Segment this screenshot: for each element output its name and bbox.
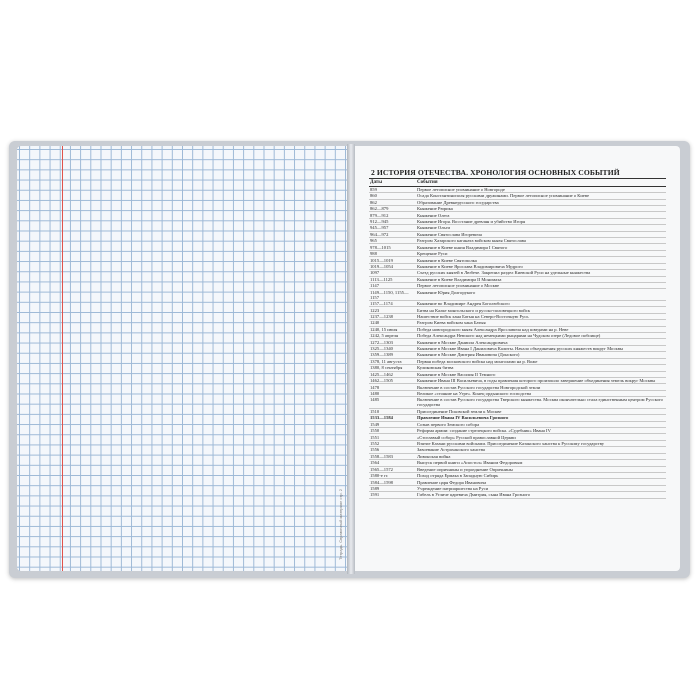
row-event: Образование Древнерусского государства	[416, 199, 666, 205]
row-event: Правление царя Федора Ивановича	[416, 479, 666, 485]
row-event: Победа новгородского князя Александра Ярославича над шведами на р. Неве	[416, 326, 666, 332]
row-date: 1480	[369, 390, 416, 396]
row-event: Взятие Казани русскими войсками. Присоединение Казанского ханства к Русскому государству	[416, 440, 666, 446]
row-event: «Стоглавый собор» Русской православной Церкви	[416, 434, 666, 440]
chronology-table	[369, 178, 666, 499]
row-date: 1552	[369, 440, 416, 446]
row-event: Присоединение Псковской земли к Москве	[416, 408, 666, 414]
row-event: Крещение Руси	[416, 250, 666, 256]
notebook-spine	[347, 144, 355, 574]
row-date: 1485	[369, 397, 416, 408]
row-event: Великое «стояние на Угре». Конец ордынского господства	[416, 390, 666, 396]
row-date: 1380, 8 сентября	[369, 365, 416, 371]
row-event: Выпуск первой книги «Апостол» Иваном Федоровым	[416, 460, 666, 466]
row-date: 912—945	[369, 218, 416, 224]
row-event: Гибель в Угличе царевича Дмитрия, сына Ивана Грозного	[416, 492, 666, 498]
row-date: 859	[369, 186, 416, 192]
row-date: 1462—1505	[369, 377, 416, 383]
row-date: 1019—1054	[369, 263, 416, 269]
row-event: Княжение в Киеве Владимира II Мономаха	[416, 276, 666, 282]
row-event: Разгром Хазарского каганата войском князя Святослава	[416, 238, 666, 244]
row-date: 1113—1125	[369, 276, 416, 282]
row-date: 1240, 15 июля	[369, 326, 416, 332]
row-event: Съезд русских князей в Любече. Закрепил раздел Киевской Руси на удельные княжества	[416, 270, 666, 276]
row-date: 1157—1174	[369, 300, 416, 306]
row-date: 1149—1150, 1155—1157	[369, 289, 416, 300]
column-header-events: События	[416, 179, 666, 187]
row-event: Княжение Ольги	[416, 225, 666, 231]
row-date: 1580-е гг.	[369, 472, 416, 478]
row-date: 1147	[369, 283, 416, 289]
row-event: Княжение Игоря. Восстание древлян и убийство Игоря	[416, 218, 666, 224]
row-date: 964—972	[369, 231, 416, 237]
row-event: Княжение в Киеве Ярослава Владимировича Мудрого	[416, 263, 666, 269]
row-event: Княжение в Москве Дмитрия Ивановича (Донского)	[416, 352, 666, 358]
row-event: Княжение во Владимире Андрея Боголюбского	[416, 300, 666, 306]
table-header-row	[369, 179, 666, 187]
row-event: Княжение Олега	[416, 212, 666, 218]
grid-page	[17, 146, 347, 571]
row-date: 1565—1572	[369, 466, 416, 472]
table-row	[369, 289, 666, 300]
row-event: Княжение в Киеве князя Владимира I Святого	[416, 244, 666, 250]
row-date: 1425—1462	[369, 371, 416, 377]
row-date: 1533—1584	[369, 415, 416, 421]
row-event: Княжение в Москве Василия II Темного	[416, 371, 666, 377]
row-event: Первая победа московского войска над монголами на р. Воже	[416, 358, 666, 364]
row-date: 879—912	[369, 212, 416, 218]
row-event: Введение опричнины и упразднение Опричнины	[416, 466, 666, 472]
row-date: 978—1015	[369, 244, 416, 250]
row-event: Включение в состав Русского государства Новгородской земли	[416, 384, 666, 390]
row-event: Княжение в Киеве Святополка	[416, 257, 666, 263]
row-event: Разгром Киева войском хана Батыя	[416, 320, 666, 326]
row-event: Созыв первого Земского собора	[416, 421, 666, 427]
row-event: Правление Ивана IV Васильевича Грозного	[416, 415, 666, 421]
row-date: 988	[369, 250, 416, 256]
row-date: 945—957	[369, 225, 416, 231]
table-row	[369, 397, 666, 408]
row-date: 1097	[369, 270, 416, 276]
column-header-dates: Даты	[369, 179, 416, 187]
row-event: Учреждение патриаршества на Руси	[416, 485, 666, 491]
row-event: Княжение в Москве Ивана I Даниловича Калиты. Начало объединения русских княжеств вокруг Москвы	[416, 345, 666, 351]
row-date: 1272—1303	[369, 339, 416, 345]
row-event: Княжение Ивана III Васильевича, в годы правления которого произошло завершение объединения земель вокруг Москвы	[416, 377, 666, 383]
row-date: 1558—1583	[369, 453, 416, 459]
row-date: 1564	[369, 460, 416, 466]
row-date: 1242, 5 апреля	[369, 333, 416, 339]
side-note: Тетрадь. Справочный материал стр. 2	[338, 489, 343, 560]
row-date: 1549	[369, 421, 416, 427]
row-date: 1378, 11 августа	[369, 358, 416, 364]
row-date: 1237—1238	[369, 313, 416, 319]
row-event: Включение в состав Русского государства Тверского княжества. Москва окончательно стала единственным центром Русского государства	[416, 397, 666, 408]
row-date: 1359—1389	[369, 352, 416, 358]
row-date: 860	[369, 193, 416, 199]
row-date: 1223	[369, 307, 416, 313]
row-date: 965	[369, 238, 416, 244]
row-date: 1556	[369, 447, 416, 453]
row-date: 1015—1019	[369, 257, 416, 263]
row-event: Завоевание Астраханского ханства	[416, 447, 666, 453]
table-row	[369, 492, 666, 498]
row-date: 1510	[369, 408, 416, 414]
row-event: Княжение Святослава Игоревича	[416, 231, 666, 237]
row-event: Княжение Юрия Долгорукого	[416, 289, 666, 300]
row-date: 1240	[369, 320, 416, 326]
row-event: Княжение Рюрика	[416, 205, 666, 211]
row-event: Битва на Калке монгольского и русско-половецкого войск	[416, 307, 666, 313]
row-event: Княжение в Москве Даниила Александровича	[416, 339, 666, 345]
row-date: 1589	[369, 485, 416, 491]
row-date: 1550	[369, 427, 416, 433]
row-date: 1584—1598	[369, 479, 416, 485]
row-event: Победа Александра Невского над немецкими рыцарями на Чудском озере (Ледовое побоище)	[416, 333, 666, 339]
row-event: Реформа армии: создание стрелецкого войска. «Судебник» Ивана IV	[416, 427, 666, 433]
row-event: Осада Константинополя русскими дружинами. Первое летописное упоминание о Киеве	[416, 193, 666, 199]
margin-line	[62, 146, 63, 571]
row-date: 862	[369, 199, 416, 205]
row-date: 1478	[369, 384, 416, 390]
row-date: 1325—1340	[369, 345, 416, 351]
row-date: 1591	[369, 492, 416, 498]
row-date: 862—879	[369, 205, 416, 211]
page-title: 2 ИСТОРИЯ ОТЕЧЕСТВА. ХРОНОЛОГИЯ ОСНОВНЫХ СОБЫТИЙ	[371, 168, 620, 177]
row-event: Нашествие войск хана Батыя на Северо-Восточную Русь	[416, 313, 666, 319]
row-event: Ливонская война	[416, 453, 666, 459]
row-event: Первое летописное упоминание о Новгороде	[416, 186, 666, 192]
row-event: Поход отряда Ермака в Западную Сибирь	[416, 472, 666, 478]
row-event: Первое летописное упоминание о Москве	[416, 283, 666, 289]
row-date: 1551	[369, 434, 416, 440]
row-event: Куликовская битва	[416, 365, 666, 371]
